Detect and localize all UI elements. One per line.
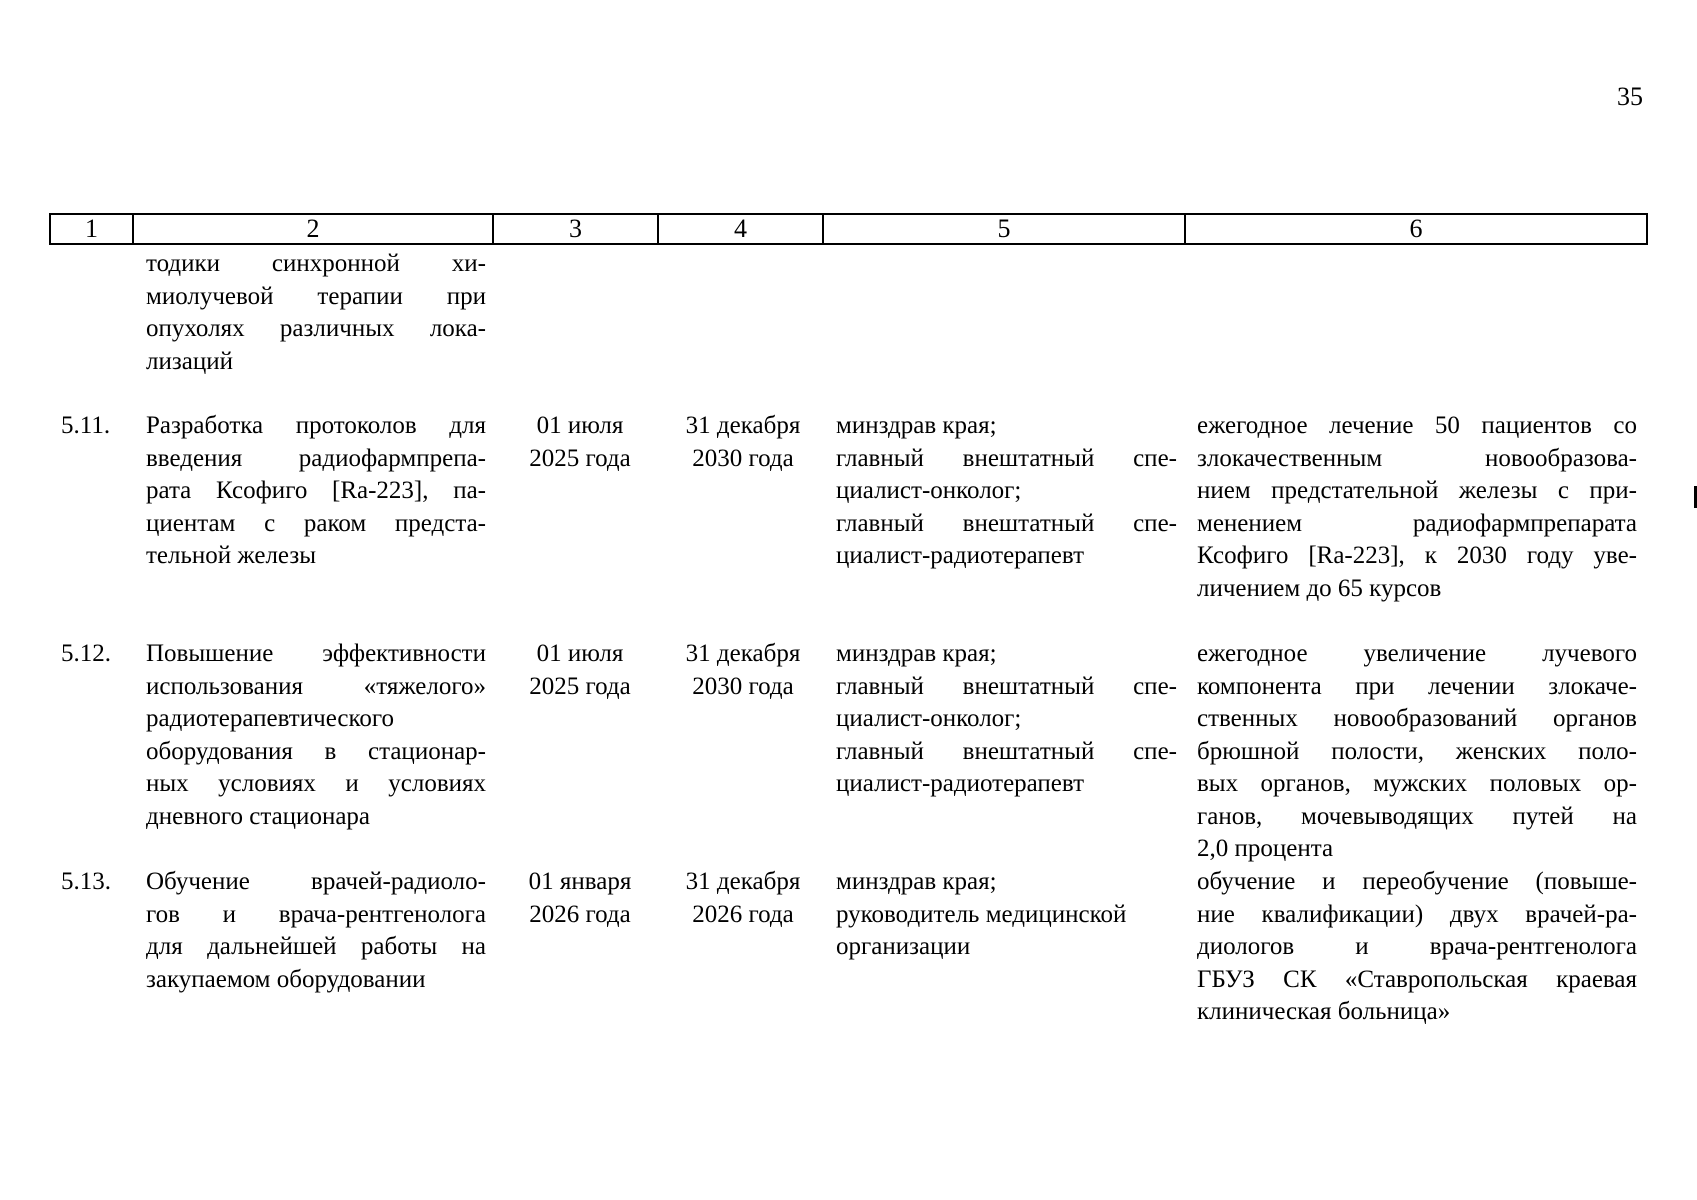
text-line: 2030 года bbox=[692, 444, 794, 472]
row-end-date bbox=[668, 410, 818, 475]
row-responsible bbox=[836, 410, 1177, 573]
text-line: циалист-онколог; bbox=[836, 705, 1022, 732]
text-line: циентам с раком предста- bbox=[146, 509, 486, 537]
text-line: тодики синхронной хи- bbox=[146, 250, 486, 277]
row-end-date bbox=[668, 638, 818, 703]
text-line: оборудования в стационар- bbox=[146, 737, 486, 765]
text-line: 2,0 процента bbox=[1197, 835, 1334, 862]
text-line: главный внештатный спе- bbox=[836, 672, 1177, 700]
text-line: использования «тяжелого» bbox=[146, 672, 486, 700]
text-line: гов и врача-рентгенолога bbox=[146, 900, 486, 928]
text-line: Разработка протоколов для bbox=[146, 412, 486, 439]
text-line: ние квалификации) двух врачей-ра- bbox=[1197, 900, 1637, 928]
page-number: 35 bbox=[1617, 82, 1643, 111]
text-line: ежегодное лечение 50 пациентов со bbox=[1197, 412, 1637, 439]
text-line: минздрав края; bbox=[836, 640, 997, 667]
text-line: обучение и переобучение (повыше- bbox=[1197, 868, 1637, 895]
row-number: 5.12. bbox=[61, 640, 111, 667]
table-header-row bbox=[49, 213, 1648, 245]
row-description bbox=[146, 866, 486, 996]
text-line: ГБУЗ СК «Ставропольская краевая bbox=[1197, 965, 1637, 993]
header-col-2: 2 bbox=[134, 215, 494, 243]
header-col-1: 1 bbox=[51, 215, 134, 243]
text-line: 01 июля bbox=[536, 640, 624, 667]
text-line: циалист-радиотерапевт bbox=[836, 770, 1085, 797]
text-line: диологов и врача-рентгенолога bbox=[1197, 933, 1637, 960]
text-line: нием предстательной железы с при- bbox=[1197, 477, 1637, 504]
text-line: личением до 65 курсов bbox=[1197, 574, 1442, 602]
text-line: ственных новообразований органов bbox=[1197, 705, 1637, 732]
row-responsible bbox=[836, 638, 1177, 801]
text-line: клиническая больница» bbox=[1197, 998, 1451, 1025]
text-line: радиотерапевтического bbox=[146, 705, 395, 732]
text-line: циалист-онколог; bbox=[836, 477, 1022, 504]
text-line: 01 января bbox=[528, 868, 632, 895]
text-line: 2025 года bbox=[529, 444, 631, 472]
text-line: рата Ксофиго [Ra-223], па- bbox=[146, 477, 486, 504]
row-result bbox=[1197, 638, 1637, 866]
row-end-date bbox=[668, 866, 818, 931]
row-responsible bbox=[836, 866, 1177, 964]
text-line: Обучение врачей-радиоло- bbox=[146, 868, 486, 895]
text-line: 31 декабря bbox=[685, 640, 801, 667]
text-line: 31 декабря bbox=[685, 412, 801, 439]
header-col-6: 6 bbox=[1409, 214, 1423, 243]
text-line: циалист-радиотерапевт bbox=[836, 542, 1085, 569]
text-line: 31 декабря bbox=[685, 868, 801, 895]
text-line: главный внештатный спе- bbox=[836, 509, 1177, 537]
text-line: опухолях различных лока- bbox=[146, 315, 486, 342]
text-line: ных условиях и условиях bbox=[146, 770, 486, 797]
text-line: 2026 года bbox=[529, 900, 631, 928]
text-line: Повышение эффективности bbox=[146, 640, 486, 667]
row-result bbox=[1197, 410, 1637, 605]
text-line: Ксофиго [Ra-223], к 2030 году уве- bbox=[1197, 542, 1637, 569]
row-start-date bbox=[505, 638, 655, 703]
header-col-3: 3 bbox=[494, 215, 659, 243]
text-line: менением радиофармпрепарата bbox=[1197, 509, 1637, 537]
text-line: миолучевой терапии при bbox=[146, 282, 486, 310]
text-line: минздрав края; bbox=[836, 412, 997, 439]
text-line: для дальнейшей работы на bbox=[146, 933, 486, 960]
text-line: ежегодное увеличение лучевого bbox=[1197, 640, 1637, 667]
text-line: руководитель медицинской bbox=[836, 900, 1127, 928]
row-description bbox=[146, 410, 486, 573]
text-line: 2025 года bbox=[529, 672, 631, 700]
text-line: введения радиофармпрепа- bbox=[146, 444, 486, 472]
row-description bbox=[146, 638, 486, 833]
text-line: вых органов, мужских половых ор- bbox=[1197, 770, 1637, 797]
row-number: 5.11. bbox=[61, 412, 111, 439]
text-line: главный внештатный спе- bbox=[836, 737, 1177, 765]
row-number: 5.13. bbox=[61, 868, 111, 895]
text-line: минздрав края; bbox=[836, 868, 997, 895]
text-line: организации bbox=[836, 933, 971, 960]
text-line: 2030 года bbox=[692, 672, 794, 700]
continuation-description bbox=[146, 248, 486, 378]
header-col-4: 4 bbox=[659, 215, 824, 243]
row-result bbox=[1197, 866, 1637, 1029]
text-line: лизаций bbox=[146, 347, 233, 375]
text-line: злокачественным новообразова- bbox=[1197, 444, 1637, 472]
row-start-date bbox=[505, 866, 655, 931]
text-line: главный внештатный спе- bbox=[836, 444, 1177, 472]
text-line: ганов, мочевыводящих путей на bbox=[1197, 802, 1637, 830]
row-start-date bbox=[505, 410, 655, 475]
text-line: компонента при лечении злокаче- bbox=[1197, 672, 1637, 700]
text-line: брюшной полости, женских поло- bbox=[1197, 737, 1637, 765]
text-line: тельной железы bbox=[146, 542, 316, 569]
header-col-5: 5 bbox=[824, 215, 1186, 243]
text-line: 01 июля bbox=[536, 412, 624, 439]
text-line: закупаемом оборудовании bbox=[146, 965, 426, 993]
text-line: дневного стационара bbox=[146, 802, 371, 830]
text-line: 2026 года bbox=[692, 900, 794, 928]
